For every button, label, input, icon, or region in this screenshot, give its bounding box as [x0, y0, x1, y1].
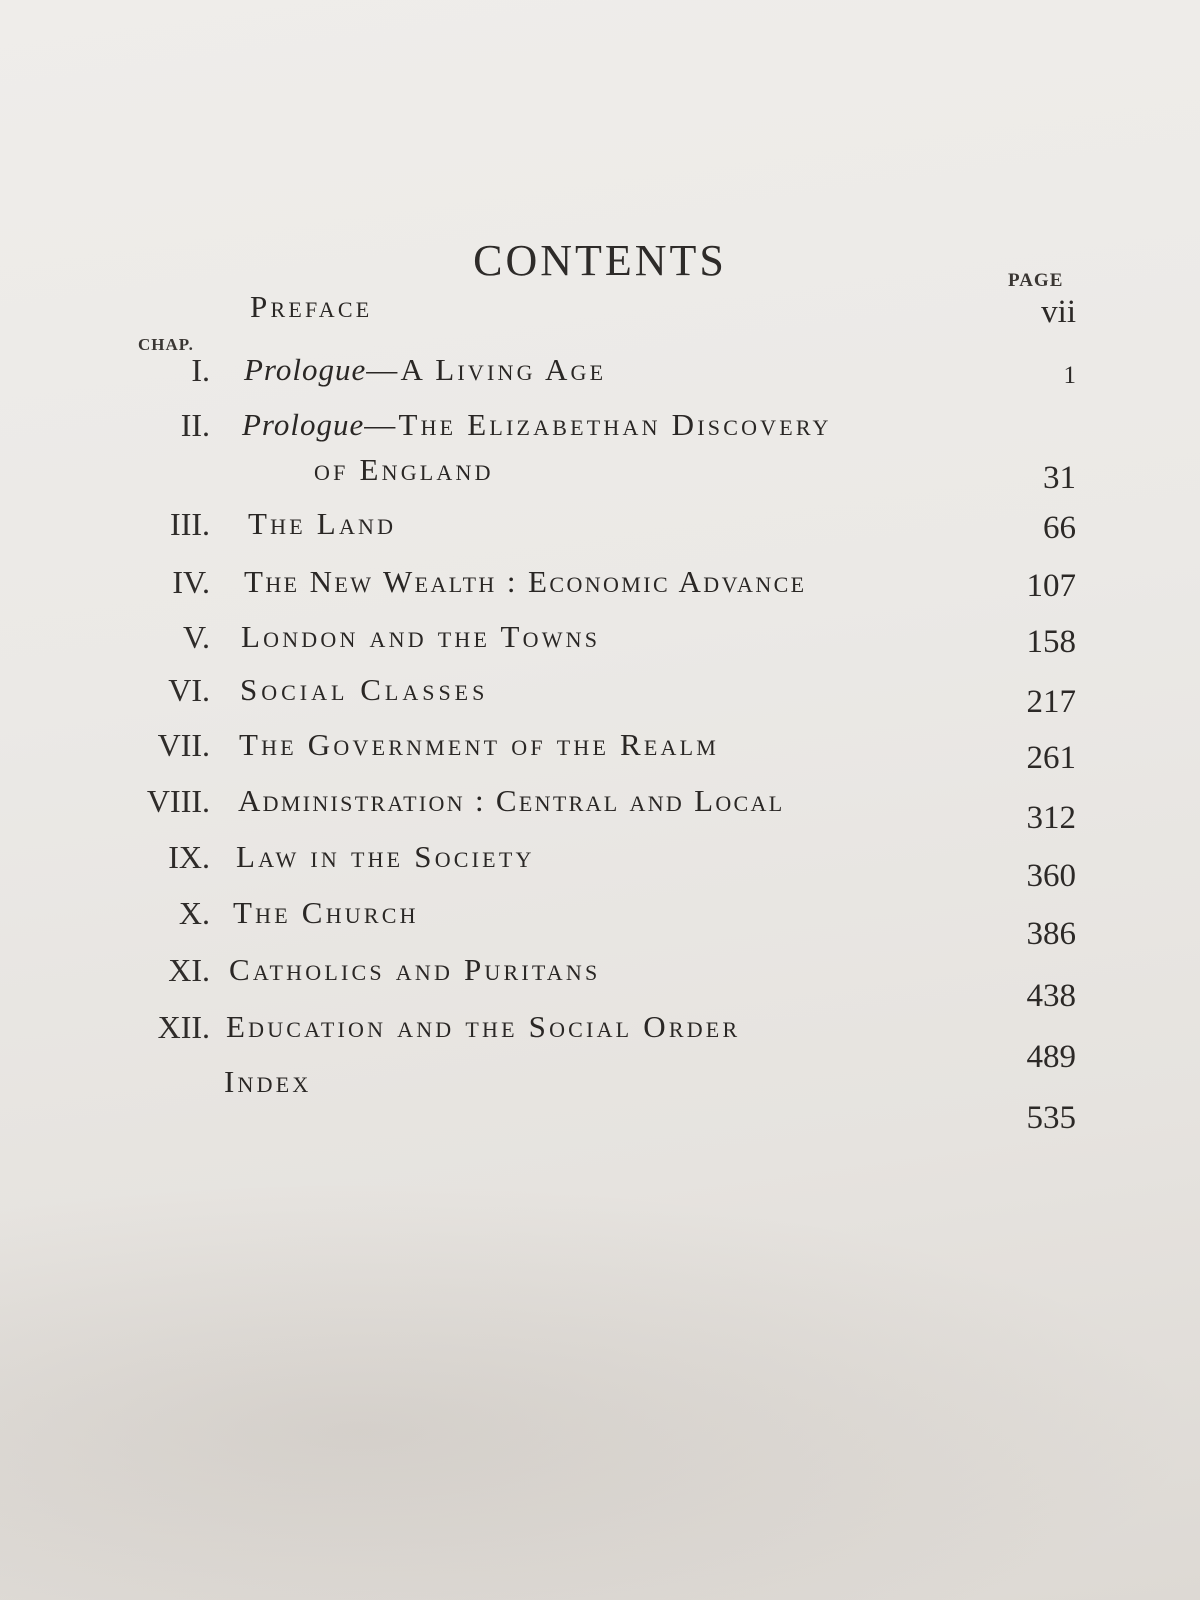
toc-entry-chapter-3 — [0, 504, 1200, 544]
entry-title: The Land — [248, 506, 397, 541]
page-shadow — [0, 1180, 1200, 1600]
toc-entry-chapter-4 — [0, 562, 1200, 602]
entry-page: 1 — [1063, 362, 1076, 389]
entry-page: vii — [1041, 294, 1076, 330]
toc-entry-chapter-2 — [0, 405, 1200, 445]
entry-prefix: Prologue — [242, 407, 365, 442]
toc-entry-chapter-7 — [0, 725, 1200, 765]
chapter-numeral: VIII. — [146, 783, 210, 819]
entry-prefix: Prologue — [244, 352, 367, 387]
chapter-numeral: X. — [178, 895, 210, 931]
page-title: CONTENTS — [473, 236, 727, 286]
entry-title: The Church — [233, 895, 419, 930]
entry-dash: — — [366, 352, 401, 387]
toc-entry-chapter-6 — [0, 670, 1200, 710]
entry-title: Preface — [250, 289, 373, 324]
chapter-numeral: VI. — [168, 672, 210, 708]
toc-entry-preface — [0, 287, 1200, 327]
entry-page: 31 — [1043, 460, 1076, 496]
entry-page: 261 — [1026, 740, 1076, 776]
entry-title: The New Wealth : Economic Advance — [244, 564, 807, 599]
toc-entry-chapter-5 — [0, 617, 1200, 657]
chapter-numeral: V. — [183, 619, 210, 655]
entry-page: 66 — [1043, 510, 1076, 546]
chap-column-header: CHAP. — [138, 335, 194, 354]
entry-page: 489 — [1026, 1039, 1076, 1075]
toc-entry-chapter-12 — [0, 1007, 1200, 1047]
page-column-header: PAGE — [1008, 270, 1064, 291]
entry-title: London and the Towns — [241, 619, 601, 654]
chapter-numeral: IV. — [172, 564, 210, 600]
entry-title-text: A Living Age — [400, 352, 607, 387]
toc-entry-chapter-2-cont — [0, 450, 1200, 490]
entry-page: 158 — [1026, 624, 1076, 660]
toc-entry-chapter-8 — [0, 781, 1200, 821]
entry-page: 386 — [1026, 916, 1076, 952]
entry-title: Administration : Central and Local — [238, 783, 785, 818]
entry-title: Education and the Social Order — [226, 1009, 741, 1044]
chapter-numeral: II. — [180, 407, 210, 443]
entry-title — [242, 405, 832, 445]
chapter-numeral: XII. — [157, 1009, 210, 1045]
toc-entry-chapter-11 — [0, 950, 1200, 990]
entry-page: 360 — [1026, 858, 1076, 894]
entry-title — [244, 350, 606, 390]
entry-title: Index — [224, 1064, 312, 1099]
entry-page: 312 — [1026, 800, 1076, 836]
toc-entry-chapter-10 — [0, 893, 1200, 933]
entry-page: 107 — [1026, 568, 1076, 604]
entry-title: Catholics and Puritans — [229, 952, 601, 987]
entry-title-continuation: of England — [314, 452, 494, 487]
chapter-numeral: I. — [191, 352, 210, 388]
entry-title: Social Classes — [240, 672, 489, 707]
entry-page: 217 — [1026, 684, 1076, 720]
toc-entry-chapter-9 — [0, 837, 1200, 877]
entry-page: 535 — [1026, 1100, 1076, 1136]
entry-title-text: The Elizabethan Discovery — [398, 407, 832, 442]
chapter-numeral: XI. — [168, 952, 210, 988]
chapter-numeral: VII. — [157, 727, 210, 763]
toc-entry-index — [0, 1062, 1200, 1102]
toc-entry-chapter-1 — [0, 350, 1200, 390]
entry-title: Law in the Society — [236, 839, 535, 874]
entry-page: 438 — [1026, 978, 1076, 1014]
entry-dash: — — [364, 407, 399, 442]
chapter-numeral: IX. — [168, 839, 210, 875]
entry-title: The Government of the Realm — [239, 727, 720, 762]
chapter-numeral: III. — [170, 506, 210, 542]
